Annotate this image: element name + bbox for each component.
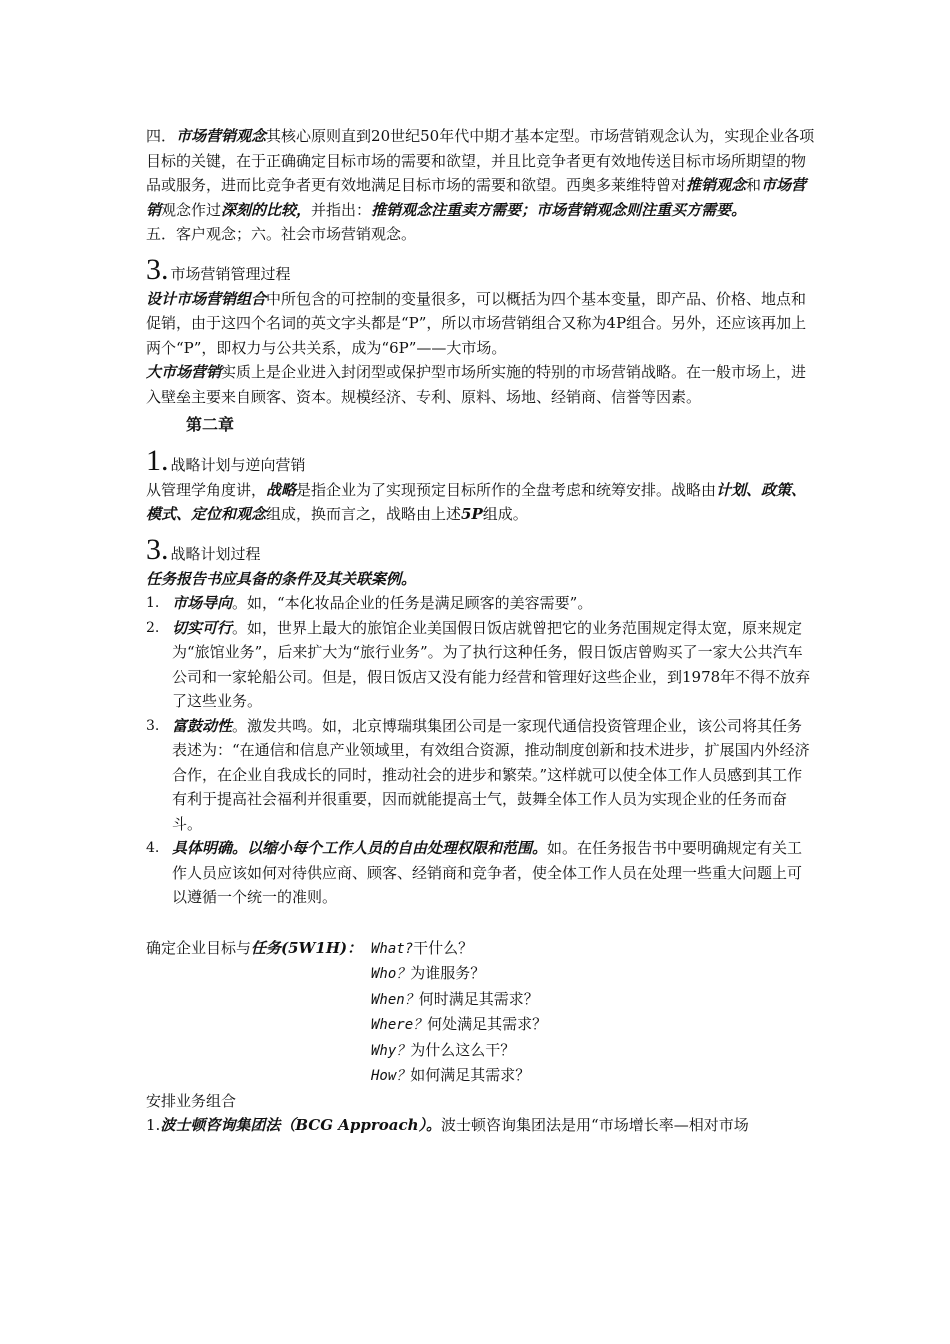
term-selling-concept: 推销观念	[686, 176, 747, 194]
answer: 为谁服务？	[410, 964, 486, 982]
term-marketing: 市场营销	[146, 176, 807, 219]
heading-planning-process	[146, 533, 816, 567]
list-item	[146, 714, 816, 837]
text: 波士顿咨询集团法是用“市场增长率—相对市场	[441, 1116, 749, 1134]
five-w-label	[146, 936, 371, 1089]
question: Where？	[371, 1017, 428, 1033]
list-text: 。激发共鸣。如，北京博瑞琪集团公司是一家现代通信投资管理企业，该公司将其任务表述为：“在通信和信息产业领域里，有效组合资源，推动制度创新和技术进步，扩展国内外经济合作，在企业自我成长的同时，推动社会的进步和繁荣。”这样就可以使全体工作人员感到其工作有利于提高社会福利并很重要，因而就能提高士气，鼓舞全体工作人员为实现企业的任务而奋斗。	[172, 716, 810, 833]
term-bcg: 波士顿咨询集团法	[160, 1116, 281, 1134]
list-term: 富鼓动性	[172, 716, 233, 735]
term-conclusion: 推销观念注重卖方需要；市场营销观念则注重买方需要。	[371, 200, 747, 219]
term-5p: 5P	[461, 505, 483, 523]
portfolio-title: 安排业务组合	[146, 1091, 237, 1110]
heading-text: 战略计划过程	[170, 544, 261, 563]
task-list	[146, 591, 816, 910]
text: 其核心原则直到20世纪50年代中期才基本定型。市场营销观念认为，实现企业各项目标的关键，在于正确确定目标市场的需要和欲望，并且比竞争者更有效地传送目标市场所期望的物品或服务，进而比竞争者更有效地满足目标市场的需要和欲望。西奥多莱维特曾对	[146, 127, 815, 194]
paragraph-mega-marketing	[146, 360, 816, 409]
list-item	[371, 936, 816, 962]
text: 中所包含的可控制的变量很多，可以概括为四个基本变量，即产品、价格、地点和促销，由于这四个名词的英文字头都是“P”，所以市场营销组合又称为4P组合。另外，还应该再加上两个“P”，即权力与公共关系，成为“6P”——大市场。	[146, 289, 807, 357]
list-item	[371, 1063, 816, 1089]
paragraph-marketing-mix	[146, 287, 816, 361]
text: 确定企业目标与	[146, 938, 252, 957]
list-item	[371, 987, 816, 1013]
term-marketing-mix: 设计市场营销组合	[146, 289, 267, 308]
list-item	[146, 836, 816, 910]
text: 并指出：	[311, 200, 372, 219]
text: 实质上是企业进入封闭型或保护型市场所实施的特别的市场营销战略。在一般市场上，进入壁垒主要来自顾客、资本。规模经济、专利、原料、场地、经销商、信誉等因素。	[146, 363, 807, 406]
term-bcg-en: （BCG Approach）。	[280, 1116, 442, 1134]
question: Why？	[371, 1042, 411, 1059]
text: 是指企业为了实现预定目标所作的全盘考虑和统筹安排。战略由	[296, 480, 717, 499]
paragraph-marketing-concept	[146, 124, 816, 222]
answer: 为什么这么干？	[410, 1040, 516, 1059]
term-5p-list: 计划、政策、模式、定位和观念	[146, 480, 807, 523]
heading-number: 3.	[146, 252, 169, 286]
list-number: 3.	[146, 717, 160, 734]
paragraph-strategy	[146, 478, 816, 527]
term-strategy: 战略	[266, 480, 297, 499]
list-item	[371, 1012, 816, 1038]
document-body	[146, 124, 816, 1138]
list-item	[146, 591, 816, 616]
answer: 何处满足其需求？	[427, 1015, 548, 1033]
list-term: 切实可行	[172, 618, 233, 637]
heading-management-process	[146, 253, 816, 287]
heading-number: 3.	[146, 532, 169, 566]
section-number: 四．	[146, 127, 177, 145]
list-number: 4.	[146, 840, 160, 856]
list-number: 2.	[146, 619, 160, 636]
text: 从管理学角度讲，	[146, 480, 267, 499]
task-report-title: 任务报告书应具备的条件及其关联案例。	[146, 569, 417, 588]
heading-text: 市场营销管理过程	[170, 264, 291, 283]
term-marketing-concept: 市场营销观念	[176, 127, 267, 145]
question: Who？	[371, 966, 411, 982]
heading-text: 战略计划与逆向营销	[170, 455, 306, 474]
question: What?	[371, 940, 414, 957]
paragraph-bcg	[146, 1113, 816, 1138]
term-5w1h: 任务(5W1H)：	[251, 938, 363, 957]
text: 组成，换而言之，战略由上述	[266, 505, 462, 523]
heading-strategic-planning	[146, 444, 816, 478]
five-w-list	[371, 936, 816, 1089]
question: How？	[371, 1068, 411, 1084]
answer: 如何满足其需求？	[410, 1066, 531, 1084]
chapter-title: 第二章	[186, 415, 235, 434]
term-mega-marketing: 大市场营销	[146, 363, 222, 381]
list-term: 具体明确。以缩小每个工作人员的自由处理权限和范围。	[172, 839, 548, 857]
text: 组成。	[482, 505, 528, 523]
list-item	[371, 1038, 816, 1064]
heading-number: 1.	[146, 443, 169, 477]
paragraph-section-five: 五．客户观念；六。社会市场营销观念。	[146, 225, 417, 243]
list-text: 。如，世界上最大的旅馆企业美国假日饭店就曾把它的业务范围规定得太宽，原来规定为“旅馆业务”，后来扩大为“旅行业务”。为了执行这种任务，假日饭店曾购买了一家大公共汽车公司和一家轮船公司。但是，假日饭店又没有能力经营和管理好这些企业，到1978年不得不放弃了这些业务。	[172, 618, 811, 710]
answer: 何时满足其需求？	[418, 989, 539, 1008]
list-item	[146, 616, 816, 714]
five-w-one-h	[146, 936, 816, 1089]
list-number: 1.	[146, 595, 160, 611]
list-text: 如。在任务报告书中要明确规定有关工作人员应该如何对待供应商、顾客、经销商和竞争者，使全体工作人员在处理一些重大问题上可以遵循一个统一的准则。	[172, 839, 803, 906]
term-deep-comparison: 深刻的比较，	[221, 200, 312, 219]
list-text: 。如，“本化妆品企业的任务是满足顾客的美容需要”。	[232, 594, 593, 612]
text: 观念作过	[161, 200, 222, 219]
answer: 干什么？	[413, 938, 474, 957]
list-item	[371, 961, 816, 987]
list-term: 市场导向	[172, 594, 233, 612]
list-number: 1.	[146, 1116, 161, 1134]
question: When？	[371, 991, 419, 1008]
text: 和	[746, 176, 762, 194]
